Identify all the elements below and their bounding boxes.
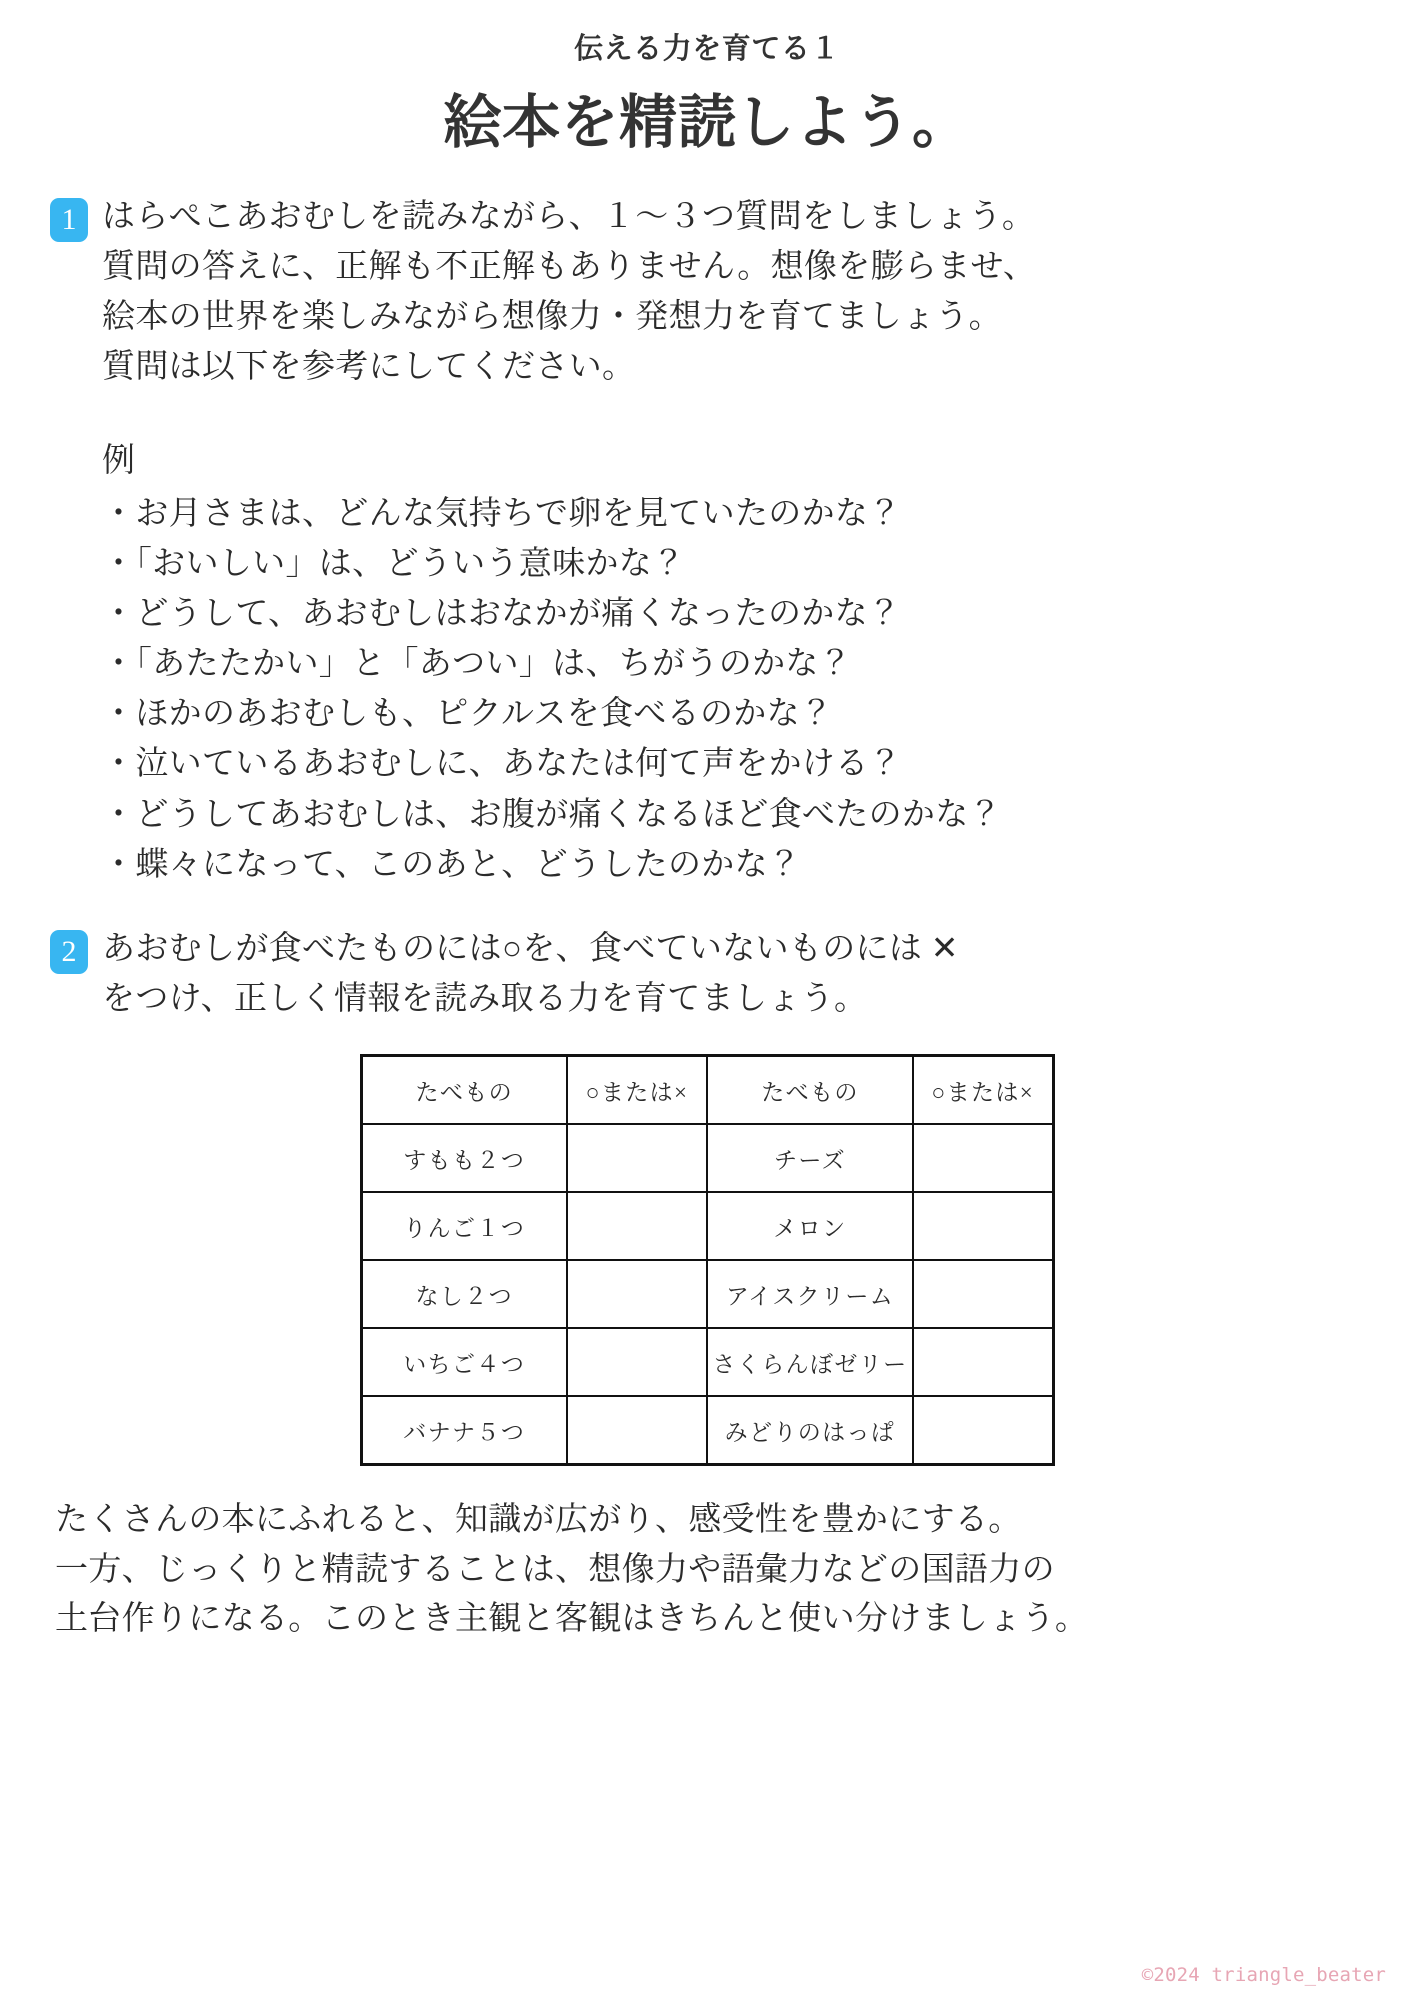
example-label: 例	[102, 443, 136, 480]
answer-cell[interactable]	[567, 1396, 707, 1465]
list-item: ・ほかのあおむしも、ピクルスを食べるのかな？	[102, 696, 834, 733]
answer-cell[interactable]	[567, 1192, 707, 1260]
answer-cell[interactable]	[913, 1192, 1053, 1260]
answer-cell[interactable]	[913, 1260, 1053, 1328]
food-check-table	[360, 1054, 1055, 1466]
table-row	[361, 1396, 1053, 1465]
section-1-body	[102, 192, 1374, 393]
food-cell: りんご１つ	[361, 1192, 567, 1260]
list-item: ・蝶々になって、このあと、どうしたのかな？	[102, 846, 802, 883]
example-block	[0, 436, 1414, 889]
food-cell: バナナ５つ	[361, 1396, 567, 1465]
food-cell: すもも２つ	[361, 1124, 567, 1192]
list-item: ・「おいしい」は、どういう意味かな？	[102, 545, 686, 582]
food-cell: チーズ	[707, 1124, 913, 1192]
column-header-food-1: たべもの	[361, 1056, 567, 1125]
table-header-row	[361, 1056, 1053, 1125]
list-item: ・「あたたかい」と「あつい」は、ちがうのかな？	[102, 646, 853, 683]
footer-note	[0, 1496, 1414, 1645]
section-2-line-1: あおむしが食べたものには○を、食べていないものには ✕	[102, 930, 959, 967]
list-item: ・泣いているあおむしに、あなたは何て声をかける？	[102, 746, 902, 783]
section-2	[0, 924, 1414, 1024]
example-question-list	[102, 489, 1374, 890]
section-1-line-2: 質問の答えに、正解も不正解もありません。想像を膨らませ、	[102, 249, 1037, 285]
section-2-body	[102, 924, 1374, 1024]
answer-cell[interactable]	[913, 1328, 1053, 1396]
list-item: ・どうして、あおむしはおなかが痛くなったのかな？	[102, 595, 902, 632]
section-2-badge: 2	[50, 930, 88, 974]
section-1	[0, 192, 1414, 393]
section-1-line-4: 質問は以下を参考にしてください。	[102, 349, 636, 386]
answer-cell[interactable]	[913, 1396, 1053, 1465]
page-title: 絵本を精読しよう。	[443, 88, 971, 157]
food-cell: さくらんぼゼリー	[707, 1328, 913, 1396]
section-1-line-1: はらぺこあおむしを読みながら、１〜３つ質問をしましょう。	[102, 198, 1036, 235]
answer-cell[interactable]	[913, 1124, 1053, 1192]
table-row	[361, 1192, 1053, 1260]
table-row	[361, 1260, 1053, 1328]
section-1-line-3: 絵本の世界を楽しみながら想像力・発想力を育てましょう。	[102, 299, 1002, 336]
copyright-notice: ©2024 triangle_beater	[1141, 1964, 1386, 1986]
column-header-mark-2: ○または×	[913, 1056, 1053, 1125]
food-cell: みどりのはっぱ	[707, 1396, 913, 1465]
answer-cell[interactable]	[567, 1260, 707, 1328]
section-1-badge: 1	[50, 198, 88, 242]
list-item: ・お月さまは、どんな気持ちで卵を見ていたのかな？	[102, 495, 902, 532]
column-header-mark-1: ○または×	[567, 1056, 707, 1125]
table-row	[361, 1328, 1053, 1396]
column-header-food-2: たべもの	[707, 1056, 913, 1125]
footer-line-3: 土台作りになる。このとき主観と客観はきちんと使い分けましょう。	[55, 1601, 1089, 1638]
footer-line-2: 一方、じっくりと精読することは、想像力や語彙力などの国語力の	[55, 1551, 1055, 1588]
section-2-line-2: をつけ、正しく情報を読み取る力を育てましょう。	[102, 981, 868, 1018]
answer-cell[interactable]	[567, 1124, 707, 1192]
footer-line-1: たくさんの本にふれると、知識が広がり、感受性を豊かにする。	[55, 1502, 1022, 1539]
food-cell: メロン	[707, 1192, 913, 1260]
table-row	[361, 1124, 1053, 1192]
food-cell: アイスクリーム	[707, 1260, 913, 1328]
food-table-wrapper	[0, 1054, 1414, 1466]
list-item: ・どうしてあおむしは、お腹が痛くなるほど食べたのかな？	[102, 796, 1002, 833]
food-cell: いちご４つ	[361, 1328, 567, 1396]
eyebrow-heading: 伝える力を育てる１	[573, 31, 841, 65]
food-cell: なし２つ	[361, 1260, 567, 1328]
answer-cell[interactable]	[567, 1328, 707, 1396]
